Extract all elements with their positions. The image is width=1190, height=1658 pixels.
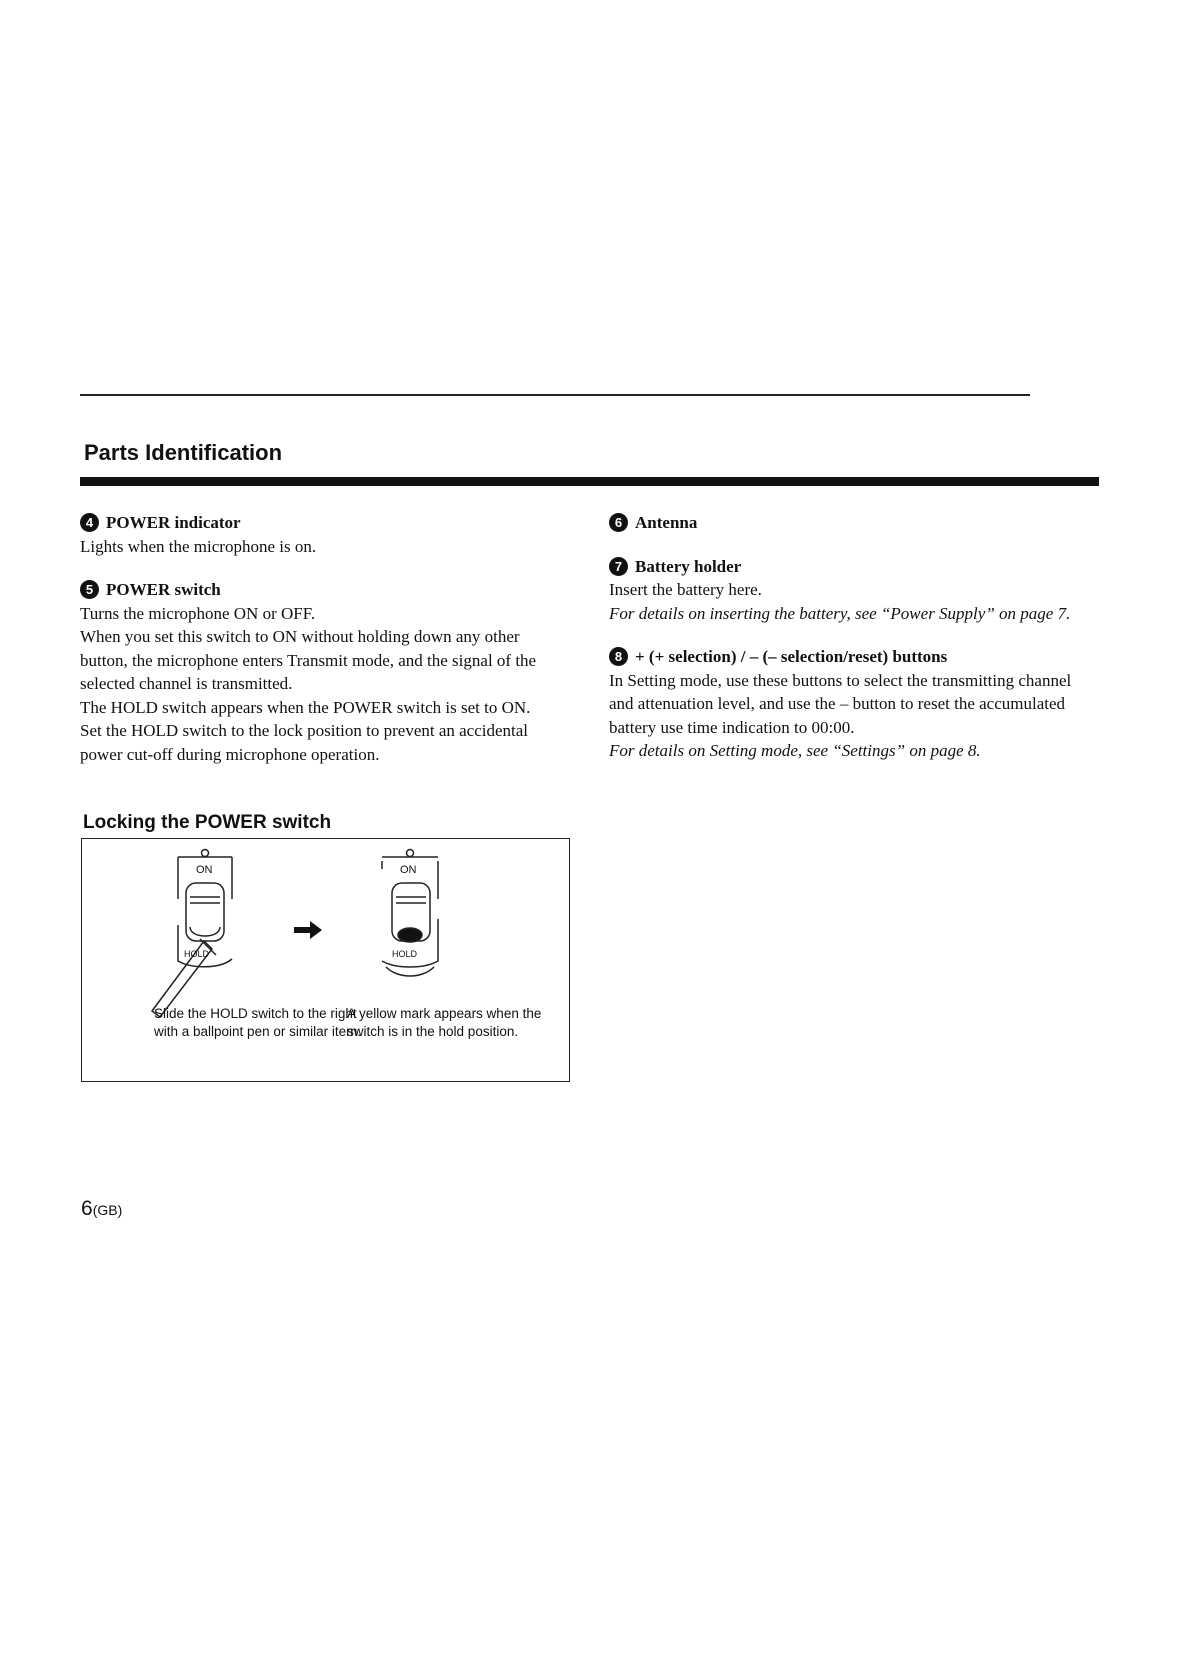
item-heading xyxy=(80,578,570,602)
switch-on-label: ON xyxy=(400,864,417,876)
item-power-indicator xyxy=(80,511,570,558)
item-title: POWER switch xyxy=(106,580,221,599)
number-badge: 8 xyxy=(609,647,628,666)
item-title: Antenna xyxy=(635,513,698,532)
item-text: In Setting mode, use these buttons to select the transmitting channel and attenuation level, and use the – button to reset the accumulated battery use time indication to 00:00. xyxy=(609,670,1072,737)
left-column xyxy=(80,511,570,786)
switch-unlocked-illustration xyxy=(152,850,232,1018)
switch-on-label: ON xyxy=(196,864,213,876)
switch-labels xyxy=(184,864,418,959)
item-heading xyxy=(609,645,1099,669)
item-note: For details on inserting the battery, see “Power Supply” on page 7. xyxy=(609,603,1071,623)
page-number-value: 6 xyxy=(81,1197,93,1220)
caption-yellow-mark: A yellow mark appears when the switch is in the hold position. xyxy=(347,1006,542,1039)
item-selection-buttons xyxy=(609,645,1099,763)
item-heading xyxy=(609,555,1099,579)
item-text: Lights when the microphone is on. xyxy=(80,536,317,556)
item-power-switch xyxy=(80,578,570,766)
item-text: The HOLD switch appears when the POWER switch is set to ON. xyxy=(80,697,531,717)
arrow-right-icon xyxy=(294,921,322,939)
top-divider xyxy=(80,394,1030,396)
item-text: Set the HOLD switch to the lock position to prevent an accidental power cut-off during microphone operation. xyxy=(80,721,529,764)
item-text: Insert the battery here. xyxy=(609,580,762,599)
switch-hold-label: HOLD xyxy=(392,949,418,959)
switch-hold-label: HOLD xyxy=(184,949,210,959)
item-heading xyxy=(609,511,1099,535)
title-rule xyxy=(80,477,1099,486)
item-text: Turns the microphone ON or OFF. xyxy=(80,603,316,623)
right-column xyxy=(609,511,1099,783)
page-number-suffix: (GB) xyxy=(92,1202,123,1218)
locking-figure xyxy=(81,838,570,1082)
item-title: POWER indicator xyxy=(106,513,241,532)
item-antenna xyxy=(609,511,1099,535)
item-title: Battery holder xyxy=(635,556,742,576)
number-badge: 7 xyxy=(609,557,628,576)
number-badge: 5 xyxy=(80,580,99,599)
number-badge: 4 xyxy=(80,513,99,532)
item-heading xyxy=(80,511,570,535)
caption-slide-hold: Slide the HOLD switch to the right with a ballpoint pen or similar item. xyxy=(154,1006,362,1039)
number-badge: 6 xyxy=(609,513,628,532)
locking-illustration xyxy=(82,839,568,1019)
section-title: Parts Identification xyxy=(84,440,283,465)
locking-heading: Locking the POWER switch xyxy=(83,812,332,833)
item-battery-holder xyxy=(609,555,1099,626)
page-number xyxy=(81,1197,122,1221)
item-title: + (+ selection) / – (– selection/reset) buttons xyxy=(635,647,948,666)
item-text: When you set this switch to ON without holding down any other button, the microphone enters Transmit mode, and the signal of the selected channel is transmitted. xyxy=(80,627,537,693)
item-note: For details on Setting mode, see “Settings” on page 8. xyxy=(609,741,981,760)
